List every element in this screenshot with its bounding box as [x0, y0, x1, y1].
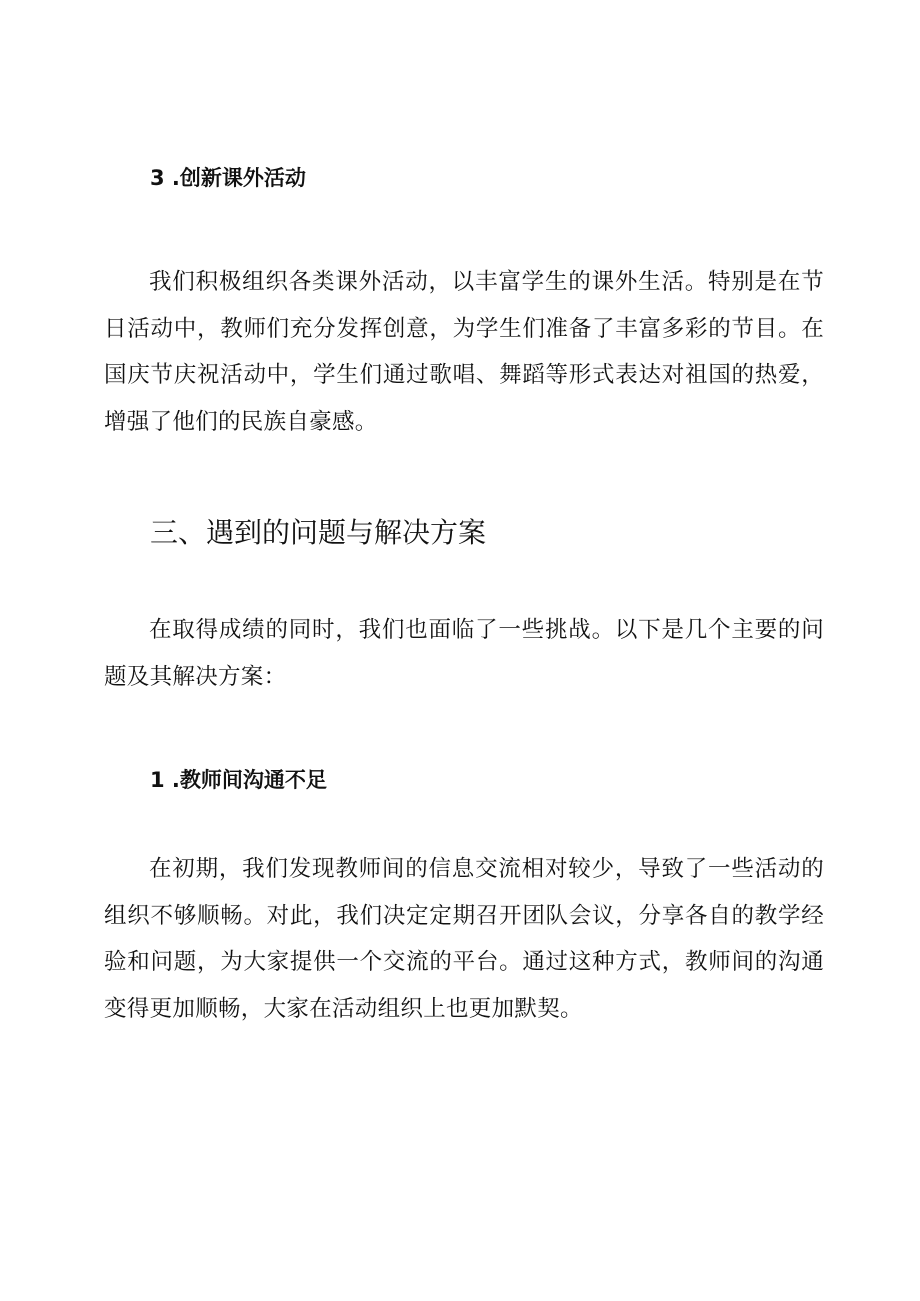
- paragraph-communication-solution: 在初期，我们发现教师间的信息交流相对较少，导致了一些活动的组织不够顺畅。对此，我们决定定期召开团队会议，分享各自的教学经验和问题，为大家提供一个交流的平台。通过这种方式，教师间的沟通变得更加顺畅，大家在活动组织上也更加默契。: [104, 856, 824, 1022]
- subheading-teacher-communication: 1 .教师间沟通不足: [150, 768, 327, 792]
- paragraph-activities: 我们积极组织各类课外活动，以丰富学生的课外生活。特别是在节日活动中，教师们充分发挥创意，为学生们准备了丰富多彩的节目。在国庆节庆祝活动中，学生们通过歌唱、舞蹈等形式表达对祖国的热爱，增强了他们的民族自豪感。: [104, 269, 824, 435]
- paragraph-challenges-intro: 在取得成绩的同时，我们也面临了一些挑战。以下是几个主要的问题及其解决方案：: [104, 617, 824, 690]
- section-heading-problems-solutions: 三、遇到的问题与解决方案: [150, 516, 487, 549]
- subheading-innovative-activities: 3 .创新课外活动: [150, 166, 306, 190]
